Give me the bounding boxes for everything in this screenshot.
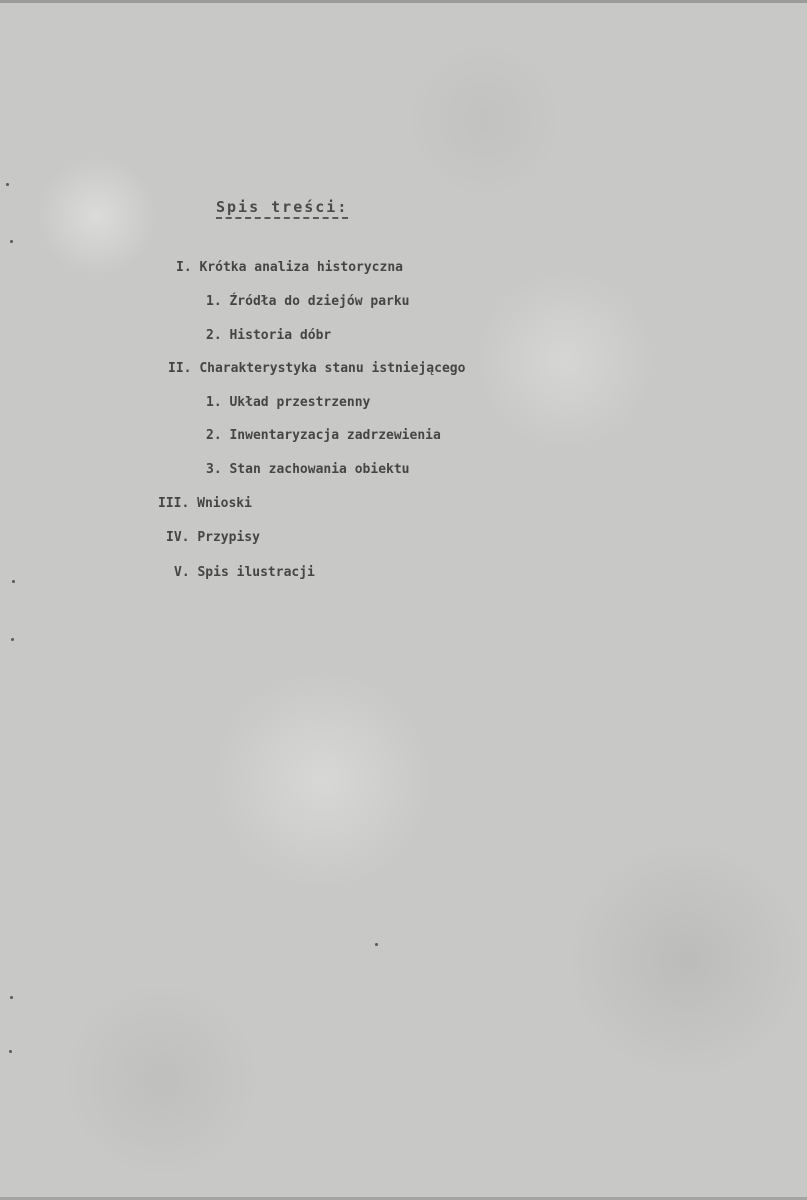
toc-entry-text: Inwentaryzacja zadrzewienia — [229, 428, 441, 443]
page-top-edge — [0, 0, 807, 3]
toc-entry-subsection-1-1 — [206, 294, 410, 309]
toc-entry-section-4 — [166, 530, 260, 545]
toc-entry-text: Przypisy — [197, 530, 260, 545]
toc-entry-text: Wnioski — [197, 496, 252, 511]
margin-speck — [9, 1050, 12, 1053]
toc-entry-number: 3. — [206, 462, 222, 477]
toc-entry-number: 1. — [206, 294, 222, 309]
toc-entry-text: Historia dóbr — [229, 328, 332, 343]
toc-entry-number: V. — [174, 565, 190, 580]
toc-entry-subsection-2-3 — [206, 462, 410, 477]
toc-entry-number: 1. — [206, 395, 222, 410]
margin-speck — [6, 183, 9, 186]
toc-entry-subsection-2-1 — [206, 395, 370, 410]
toc-entry-section-5 — [174, 565, 315, 580]
toc-entry-subsection-1-2 — [206, 328, 331, 343]
margin-speck — [10, 996, 13, 999]
toc-entry-number: 2. — [206, 428, 222, 443]
toc-entry-text: Stan zachowania obiektu — [229, 462, 410, 477]
toc-entry-text: Krótka analiza historyczna — [199, 260, 403, 275]
toc-entry-section-1 — [176, 260, 403, 275]
toc-entry-number: I. — [176, 260, 192, 275]
toc-entry-text: Charakterystyka stanu istniejącego — [199, 361, 466, 376]
margin-speck — [10, 240, 13, 243]
toc-entry-number: II. — [168, 361, 192, 376]
margin-speck — [12, 580, 15, 583]
toc-entry-number: 2. — [206, 328, 222, 343]
toc-entry-section-3 — [158, 496, 252, 511]
margin-speck — [375, 943, 378, 946]
toc-entry-text: Układ przestrzenny — [229, 395, 371, 410]
margin-speck — [11, 638, 14, 641]
toc-entry-subsection-2-2 — [206, 428, 441, 443]
toc-entry-number: III. — [158, 496, 190, 511]
toc-entry-text: Źródła do dziejów parku — [229, 294, 410, 309]
toc-entry-number: IV. — [166, 530, 190, 545]
toc-entry-text: Spis ilustracji — [197, 565, 315, 580]
document-title: Spis treści: — [216, 198, 348, 219]
toc-entry-section-2 — [168, 361, 465, 376]
